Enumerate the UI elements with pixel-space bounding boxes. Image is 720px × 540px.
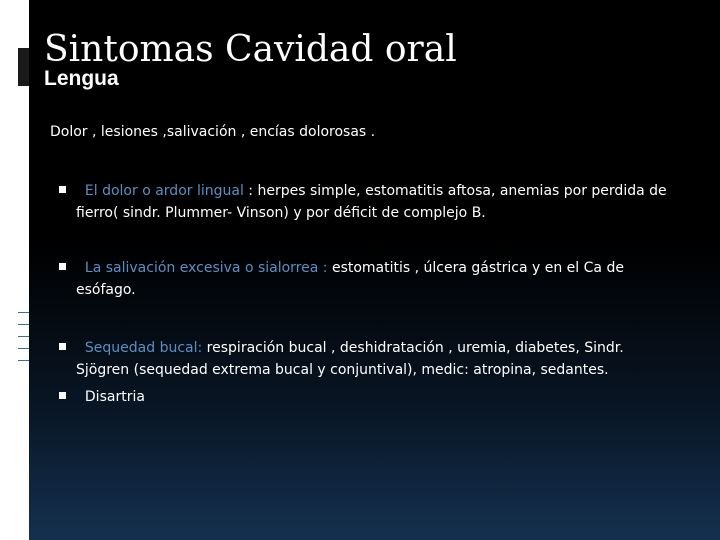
bullet-text <box>76 337 676 381</box>
square-bullet-icon <box>59 263 66 270</box>
bullet-text <box>76 180 676 224</box>
stripe-line <box>18 312 29 313</box>
bullet-lead: Sequedad bucal: <box>84 340 203 356</box>
bullet-lead: El dolor o ardor lingual <box>84 183 244 199</box>
bullet-item <box>59 337 699 381</box>
bullet-lead: La salivación excesiva o sialorrea : <box>84 260 328 276</box>
square-bullet-icon <box>59 186 66 193</box>
stripe-line <box>18 348 29 349</box>
bullet-item <box>59 386 699 408</box>
stripe-line <box>18 324 29 325</box>
slide-title: Sintomas Cavidad oral <box>44 29 457 70</box>
intro-text: Dolor , lesiones ,salivación , encías dolorosas . <box>50 124 376 140</box>
bullet-body: estomatitis , úlcera gástrica y en el Ca de esófago. <box>76 260 624 298</box>
slide-subtitle: Lengua <box>44 67 119 90</box>
stripe-line <box>18 336 29 337</box>
stripe-line <box>18 360 29 361</box>
bullet-text <box>76 386 676 408</box>
bullet-text <box>76 257 676 301</box>
bullet-body: : herpes simple, estomatitis aftosa, anemias por perdida de fierro( sindr. Plummer- Vinson) y por déficit de complejo B. <box>76 183 667 221</box>
bullet-body: Disartria <box>84 389 145 405</box>
bullet-item <box>59 180 699 224</box>
bullet-body: respiración bucal , deshidratación , uremia, diabetes, Sindr. Sjögren (sequedad extrema bucal y conjuntival), medic: atropina, sedantes. <box>76 340 624 378</box>
square-bullet-icon <box>59 343 66 350</box>
title-decoration-bar <box>18 48 29 86</box>
bullet-item <box>59 257 699 301</box>
square-bullet-icon <box>59 392 66 399</box>
